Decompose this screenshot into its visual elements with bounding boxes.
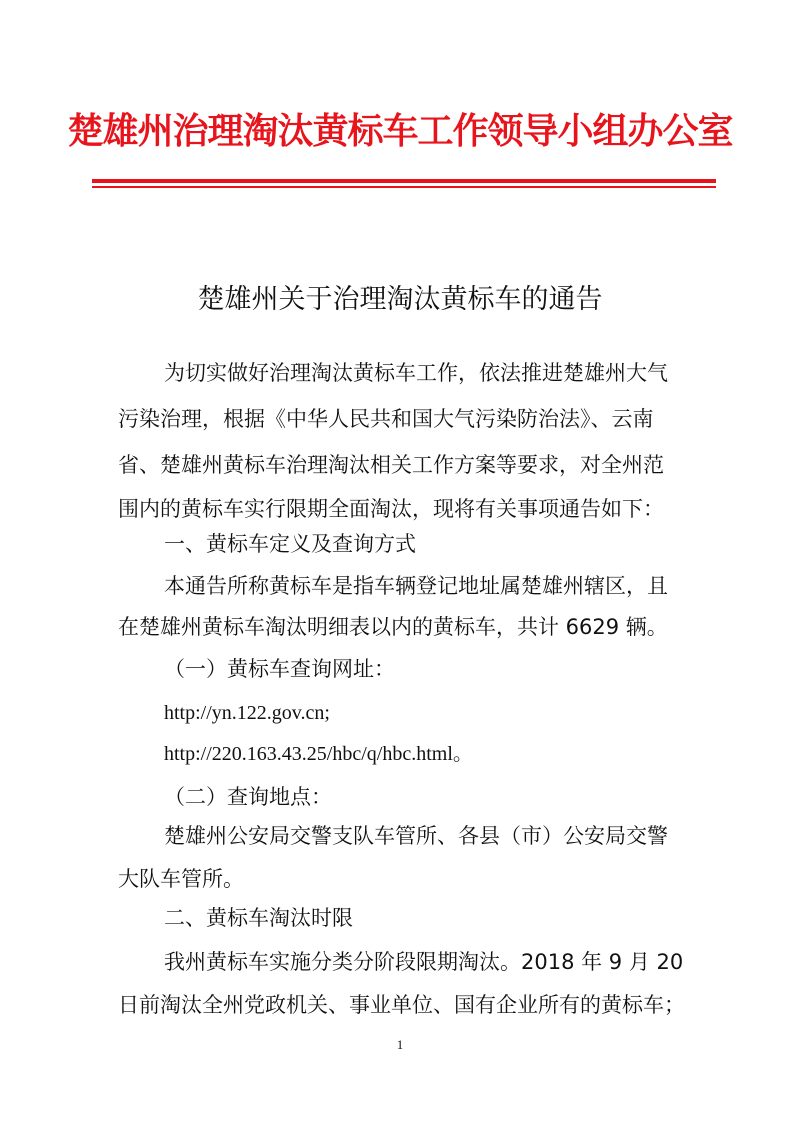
intro-line-3: 省、楚雄州黄标车治理淘汰相关工作方案等要求，对全州范	[118, 453, 664, 477]
sub1-heading: （一）黄标车查询网址：	[164, 657, 395, 681]
intro-line-2: 污染治理，根据《中华人民共和国大气污染防治法》、云南	[118, 407, 654, 431]
letterhead-rule-thick	[92, 179, 716, 183]
section1-heading: 一、黄标车定义及查询方式	[164, 532, 416, 556]
url-line-1: http://yn.122.gov.cn;	[164, 702, 330, 724]
document-title: 楚雄州关于治理淘汰黄标车的通告	[197, 284, 603, 315]
intro-line-1: 为切实做好治理淘汰黄标车工作，依法推进楚雄州大气	[164, 361, 668, 385]
intro-line-4: 围内的黄标车实行限期全面淘汰，现将有关事项通告如下：	[118, 497, 664, 521]
sub2-line-2: 大队车管所。	[118, 867, 244, 891]
section2-heading: 二、黄标车淘汰时限	[164, 906, 353, 930]
section1-line-1: 本通告所称黄标车是指车辆登记地址属楚雄州辖区，且	[164, 574, 668, 598]
sub2-line-1: 楚雄州公安局交警支队车管所、各县（市）公安局交警	[164, 824, 668, 848]
sub2-heading: （二）查询地点：	[164, 785, 332, 809]
page-number: 1	[396, 1037, 404, 1052]
letterhead-title: 楚雄州治理淘汰黄标车工作领导小组办公室	[67, 111, 733, 152]
section2-line-1: 我州黄标车实施分类分阶段限期淘汰。2018 年 9 月 20	[164, 950, 684, 974]
letterhead-rule-thin	[92, 186, 716, 188]
section2-line-2: 日前淘汰全州党政机关、事业单位、国有企业所有的黄标车；	[118, 993, 685, 1017]
url-line-2: http://220.163.43.25/hbc/q/hbc.html。	[164, 743, 473, 765]
section1-line-2: 在楚雄州黄标车淘汰明细表以内的黄标车，共计 6629 辆。	[118, 615, 668, 639]
